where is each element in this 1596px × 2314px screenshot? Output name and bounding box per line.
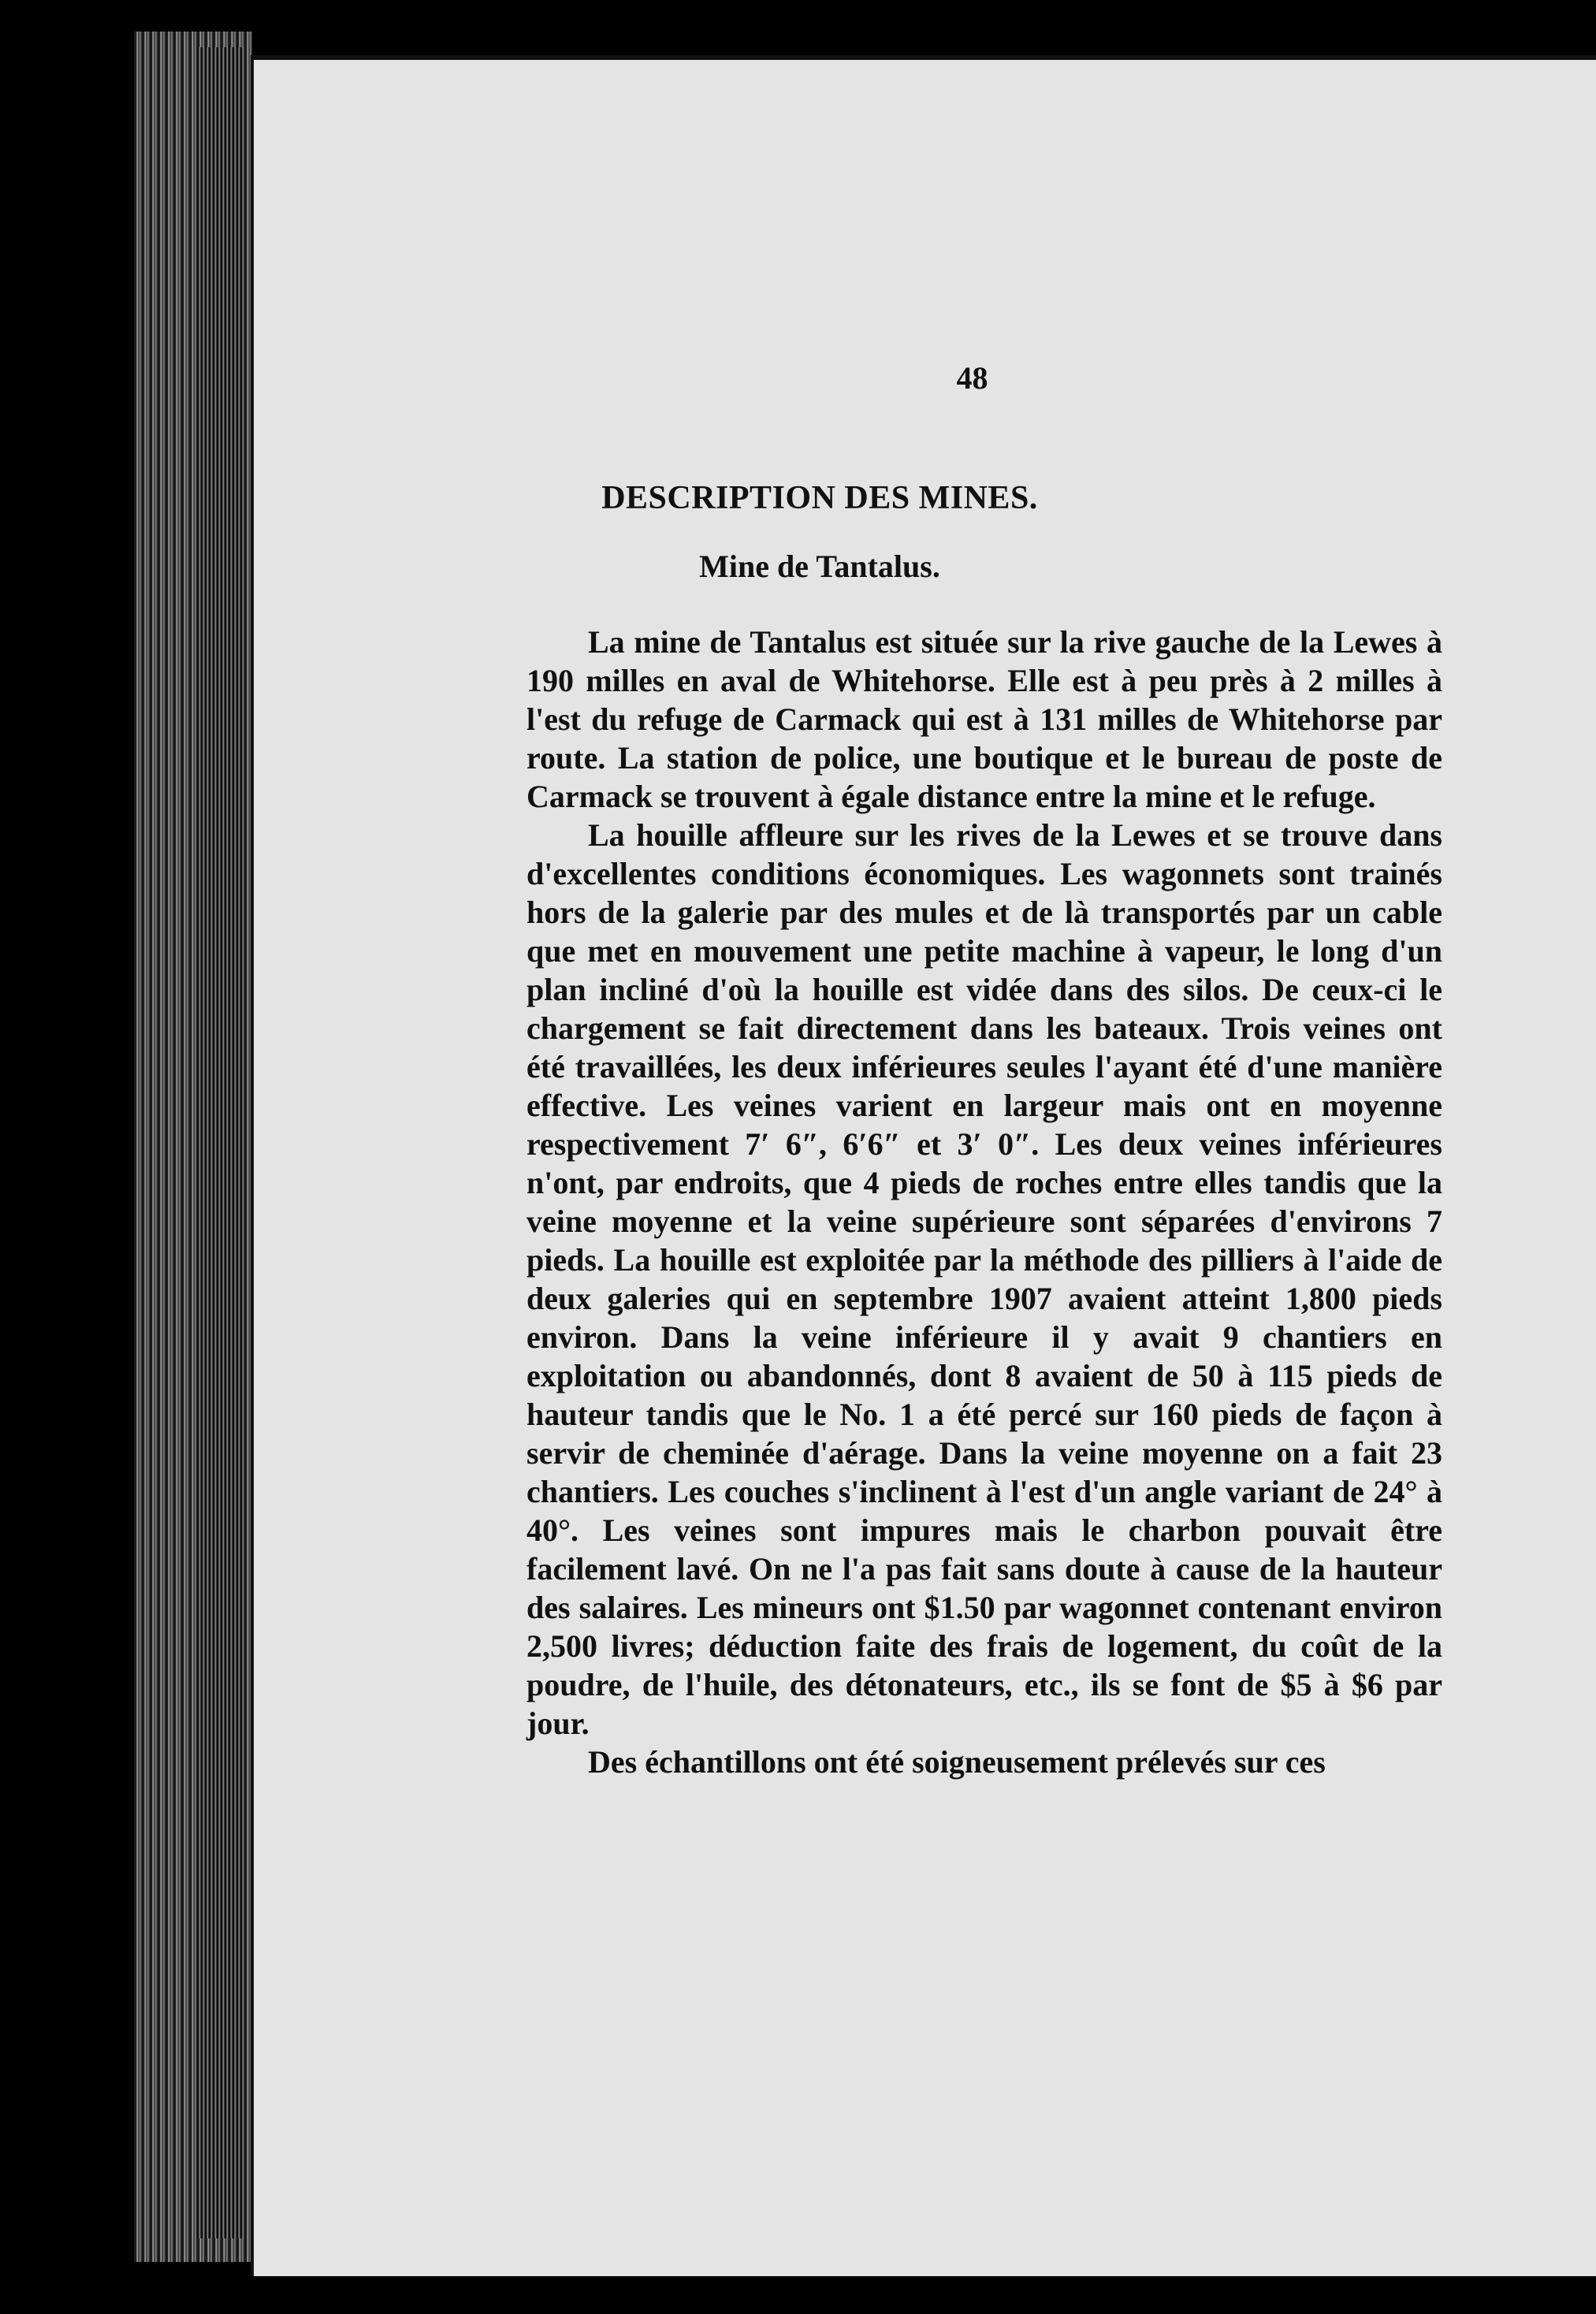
paragraph: La mine de Tantalus est située sur la rive gauche de la Lewes à 190 milles en aval de Whitehorse. Elle est à peu près à 2 milles à l'est du refuge de Carmack qui est à 131 milles de Whitehorse par route. La station de police, une boutique et le bureau de poste de Carmack se trouvent à égale distance entre la mine et le refuge. <box>526 624 1442 814</box>
section-title: DESCRIPTION DES MINES. <box>601 480 1038 516</box>
page-number: 48 <box>956 360 988 396</box>
body-text <box>526 623 1442 1781</box>
subsection-title: Mine de Tantalus. <box>699 549 940 584</box>
paragraph: La houille affleure sur les rives de la Lewes et se trouve dans d'excellentes conditions économiques. Les wagonnets sont trainés hors de la galerie par des mules et de là transportés par un cable que met en mouvement une petite machine à vapeur, le long d'un plan incliné d'où la houille est vidée dans des silos. De ceux-ci le chargement se fait directement dans les bateaux. Trois veines ont été travaillées, les deux inférieures seules l'ayant été d'une manière effective. Les veines varient en largeur mais ont en moyenne respectivement 7′ 6″, 6′6″ et 3′ 0″. Les deux veines inférieures n'ont, par endroits, que 4 pieds de roches entre elles tandis que la veine moyenne et la veine supérieure sont séparées d'environs 7 pieds. La houille est exploitée par la méthode des pilliers à l'aide de deux galeries qui en septembre 1907 avaient atteint 1,800 pieds environ. Dans la veine inférieure il y avait 9 chantiers en exploitation ou abandonnés, dont 8 avaient de 50 à 115 pieds de hauteur tandis que le No. 1 a été percé sur 160 pieds de façon à servir de cheminée d'aérage. Dans la veine moyenne on a fait 23 chantiers. Les couches s'inclinent à l'est d'un angle variant de 24° à 40°. Les veines sont impures mais le charbon pouvait être facilement lavé. On ne l'a pas fait sans doute à cause de la hauteur des salaires. Les mineurs ont $1.50 par wagonnet contenant environ 2,500 livres; déduction faite des frais de logement, du coût de la poudre, de l'huile, des détonateurs, etc., ils se font de $5 à $6 par jour. <box>526 817 1442 1741</box>
paragraph: Des échantillons ont été soigneusement prélevés sur ces <box>588 1744 1326 1780</box>
book-page-edges-inner <box>197 47 244 2238</box>
